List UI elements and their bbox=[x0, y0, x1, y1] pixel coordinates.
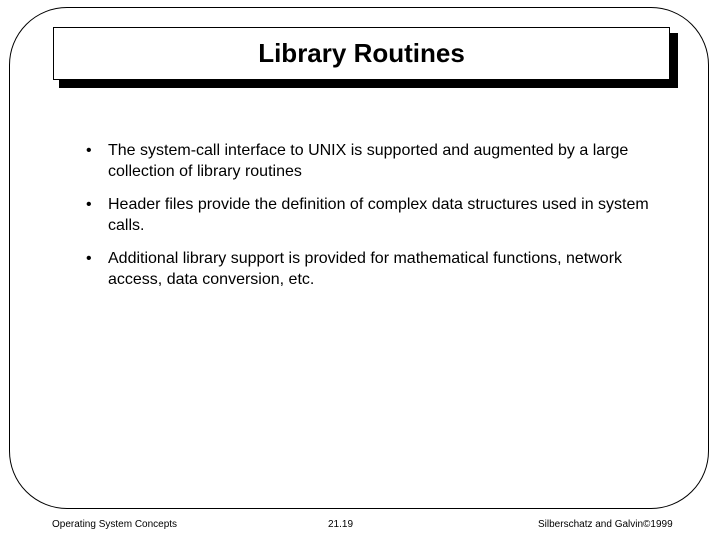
bullet-text: Additional library support is provided for mathematical functions, network access, data conversion, etc. bbox=[108, 250, 623, 288]
footer-book-title: Operating System Concepts bbox=[52, 519, 178, 530]
bullet-item bbox=[86, 248, 666, 290]
slide-title: Library Routines bbox=[258, 38, 465, 68]
bullet-marker: • bbox=[86, 196, 92, 213]
bullet-item bbox=[86, 140, 666, 182]
bullet-text: The system-call interface to UNIX is supported and augmented by a large collection of library routines bbox=[108, 142, 629, 180]
footer-authors: Silberschatz and Galvin©1999 bbox=[538, 519, 673, 530]
bullet-marker: • bbox=[86, 250, 92, 267]
bullet-text: Header files provide the definition of complex data structures used in system calls. bbox=[108, 196, 649, 234]
bullet-marker: • bbox=[86, 142, 92, 159]
footer-page-number: 21.19 bbox=[328, 519, 354, 530]
title-box bbox=[53, 27, 670, 80]
bullet-item bbox=[86, 194, 666, 236]
bullet-list bbox=[86, 140, 666, 302]
